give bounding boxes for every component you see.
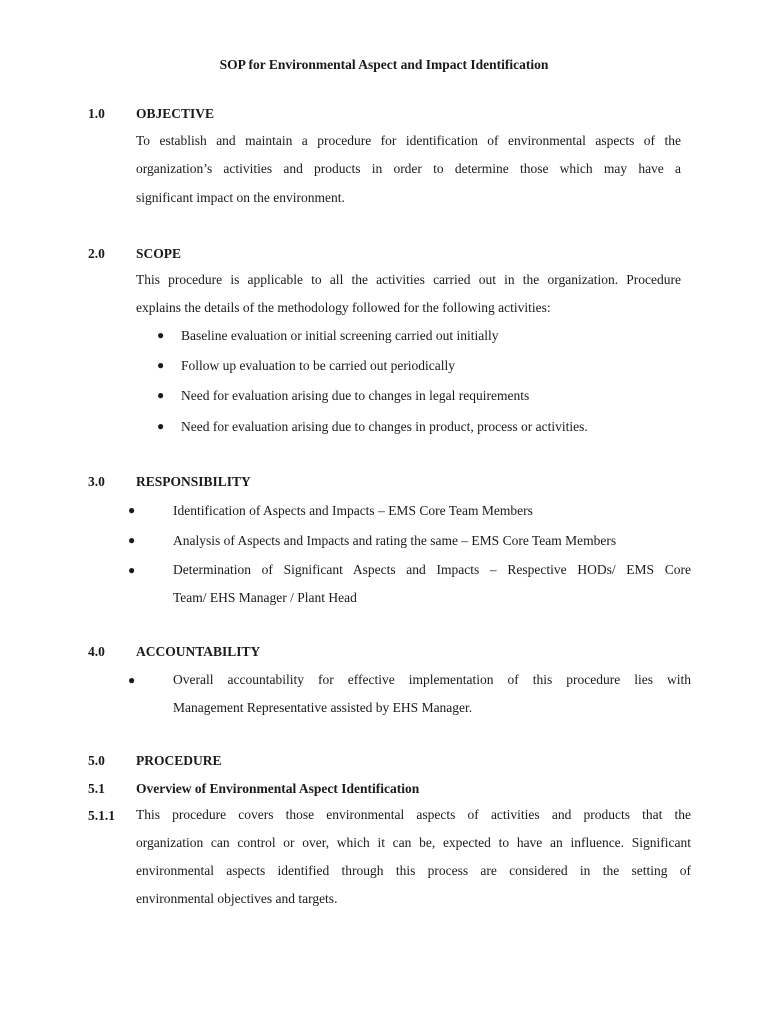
responsibility-bullet-item: Analysis of Aspects and Impacts and rating the same – EMS Core Team Members: [173, 533, 617, 548]
subsection-number: 5.1: [88, 781, 105, 796]
scope-line: This procedure is applicable to all the activities carried out in the organization. Procedure: [136, 272, 681, 287]
scope-line: explains the details of the methodology followed for the following activities:: [136, 300, 551, 315]
procedure-paragraph: [136, 801, 691, 913]
section-heading-responsibility: RESPONSIBILITY: [136, 474, 251, 489]
responsibility-bullet-item: Identification of Aspects and Impacts – EMS Core Team Members: [173, 503, 533, 518]
section-heading-objective: OBJECTIVE: [136, 106, 215, 121]
procedure-line: environmental aspects identified through this process are considered in the setting of: [136, 863, 691, 878]
bullet-icon: ●: [128, 503, 136, 517]
scope-paragraph: [136, 266, 681, 322]
responsibility-bullet-item: [173, 556, 691, 612]
accountability-bullet-line: Overall accountability for effective implementation of this procedure lies with: [173, 672, 691, 687]
objective-line: significant impact on the environment.: [136, 190, 345, 205]
bullet-icon: ●: [157, 388, 165, 402]
objective-line: To establish and maintain a procedure for identification of environmental aspects of the: [136, 133, 681, 148]
procedure-line: environmental objectives and targets.: [136, 891, 338, 906]
scope-bullet-item: Baseline evaluation or initial screening carried out initially: [181, 328, 499, 343]
bullet-icon: ●: [157, 358, 165, 372]
responsibility-bullet-line: Determination of Significant Aspects and Impacts – Respective HODs/ EMS Core: [173, 562, 691, 577]
bullet-icon: ●: [157, 328, 165, 342]
section-number-scope: 2.0: [88, 246, 105, 261]
section-number-procedure: 5.0: [88, 753, 105, 768]
section-number-objective: 1.0: [88, 106, 105, 121]
objective-line: organization’s activities and products in order to determine those which may have a: [136, 161, 681, 176]
section-heading-accountability: ACCOUNTABILITY: [136, 644, 261, 659]
section-heading-scope: SCOPE: [136, 246, 182, 261]
subsubsection-number: 5.1.1: [88, 808, 115, 823]
document-title: SOP for Environmental Aspect and Impact Identification: [219, 57, 549, 72]
procedure-line: organization can control or over, which it can be, expected to have an influence. Significant: [136, 835, 691, 850]
bullet-icon: ●: [128, 533, 136, 547]
procedure-line: This procedure covers those environmental aspects of activities and products that the: [136, 807, 691, 822]
scope-bullet-item: Follow up evaluation to be carried out periodically: [181, 358, 456, 373]
objective-paragraph: [136, 127, 681, 212]
bullet-icon: ●: [157, 419, 165, 433]
scope-bullet-item: Need for evaluation arising due to changes in legal requirements: [181, 388, 530, 403]
accountability-bullet-item: [173, 666, 691, 722]
section-number-responsibility: 3.0: [88, 474, 105, 489]
bullet-icon: ●: [128, 563, 136, 577]
section-number-accountability: 4.0: [88, 644, 105, 659]
accountability-bullet-line: Management Representative assisted by EHS Manager.: [173, 700, 473, 715]
subsection-heading: Overview of Environmental Aspect Identification: [136, 781, 420, 796]
scope-bullet-item: Need for evaluation arising due to changes in product, process or activities.: [181, 419, 588, 434]
responsibility-bullet-line: Team/ EHS Manager / Plant Head: [173, 590, 357, 605]
bullet-icon: ●: [128, 673, 136, 687]
section-heading-procedure: PROCEDURE: [136, 753, 222, 768]
